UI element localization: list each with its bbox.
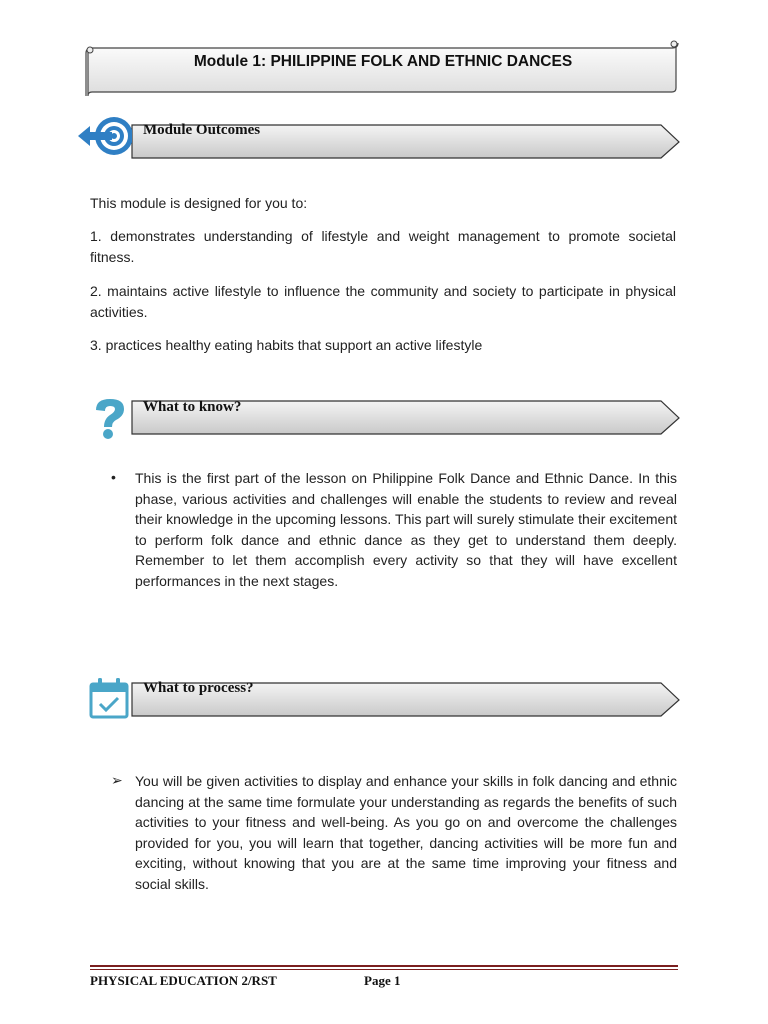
outcome-item-1: 1. demonstrates understanding of lifestyle and weight management to promote societal fitness. [90,228,676,265]
calendar-check-icon [88,676,130,720]
process-bullet: ➢ [111,772,123,788]
target-icon [76,108,132,164]
footer-page-number: Page 1 [364,973,401,988]
outcomes-intro: This module is designed for you to: [90,195,308,211]
process-text: You will be given activities to display and enhance your skills in folk dancing and ethnic dancing at the same time formulate your understanding as regards the benefits of such activities to your fitness and well-being. As you go on and overcome the challenges provided for you, you will learn that together, dancing activities will be more fun and exciting, without knowing that you are at the same time improving your fitness and social skills. [135,773,677,892]
footer-rule-thick [90,965,678,967]
outcome-item-3: 3. practices healthy eating habits that support an active lifestyle [90,337,483,353]
question-mark-icon [90,396,130,442]
footer-course: PHYSICAL EDUCATION 2/RST [90,973,277,988]
outcome-item-2: 2. maintains active lifestyle to influence the community and society to participate in physical activities. [90,283,676,320]
know-text: This is the first part of the lesson on Philippine Folk Dance and Ethnic Dance. In this phase, various activities and challenges will enable the students to review and reveal their knowledge in the upcoming lessons. This part will surely stimulate their excitement to perform folk dance and ethnic dance as they get to understand them deeply. Remember to let them accomplish every activity so that they will have excellent performances in the next stages. [135,470,677,589]
footer-rule-thin [90,969,678,970]
process-heading: What to process? [143,680,254,696]
outcomes-heading: Module Outcomes [143,122,261,138]
know-heading: What to know? [143,399,242,415]
module-title: Module 1: PHILIPPINE FOLK AND ETHNIC DANCES [193,53,573,70]
know-bullet: • [111,469,116,485]
